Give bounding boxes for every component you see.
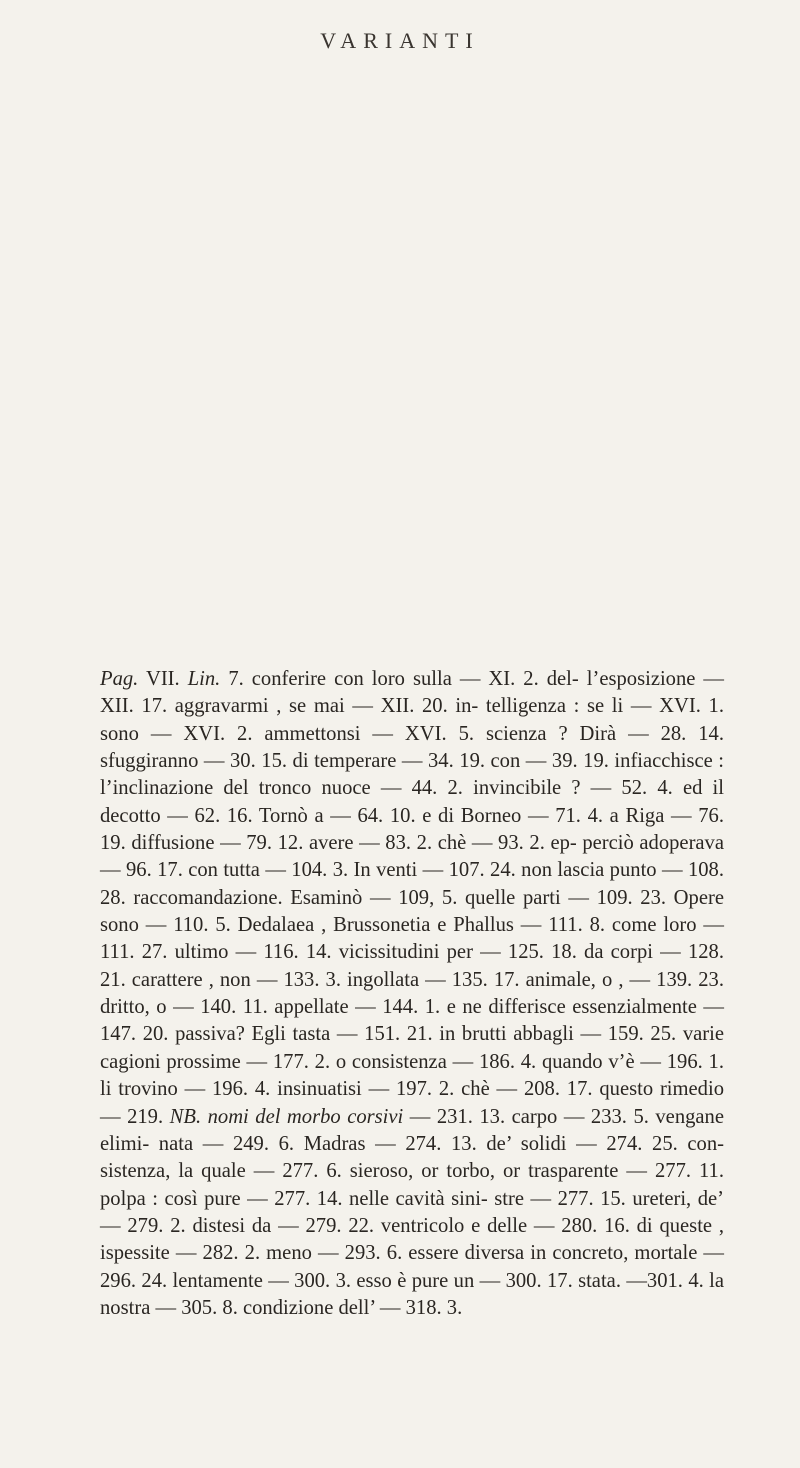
nb-label: NB. (169, 1105, 202, 1128)
page-number: VII. (145, 668, 180, 690)
line-label: Lin. (187, 668, 221, 690)
variants-paragraph (100, 666, 724, 1322)
page-label: Pag. (100, 668, 139, 690)
variants-text-part-1: 7. conferire con loro sulla — XI. 2. del- l’esposizione — XII. 17. aggravarmi , se mai — XII. 20. in- telligenza : se li — XVI. 1. sono — XVI. 2. ammettonsi — XVI. 5. scienza ? Dirà — 28. 14. sfuggiranno — 30. 15. di temperare — 34. 19. con — 39. 19. infiacchisce : l’inclinazione del tronco nuoce — 44. 2. invincibile ? — 52. 4. ed il decotto — 62. 16. Tornò a — 64. 10. e di Borneo — 71. 4. a Riga — 76. 19. diffusione — 79. 12. avere — 83. 2. chè — 93. 2. ep- perciò adoperava — 96. 17. con tutta — 104. 3. In venti — 107. 24. non lascia punto — 108. 28. raccomandazione. Esaminò — 109, 5. quelle parti — 109. 23. Opere sono — 110. 5. Dedalaea , Brussonetia e Phallus — 111. 8. come loro — 111. 27. ultimo — 116. 14. vicissitudini per — 125. 18. da corpi — 128. 21. carattere , non — 133. 3. ingollata — 135. 17. animale, o , — 139. 23. dritto, o — 140. 11. appellate — 144. 1. e ne differisce essenzialmente — 147. 20. passiva? Egli tasta — 151. 21. in brutti abbagli — 159. 25. varie cagioni prossime — 177. 2. o consistenza — 186. 4. quando v’è — 196. 1. li trovino — 196. 4. insinuatisi — 197. 2. chè — 208. 17. questo rimedio — 219. (100, 668, 724, 1128)
nb-italic-note: nomi del morbo corsivi (207, 1105, 404, 1128)
page-heading: VARIANTI (320, 28, 480, 53)
variants-text-part-2: — 231. 13. carpo — 233. 5. vengane elimi- nata — 249. 6. Madras — 274. 13. de’ solidi — 274. 25. con- sistenza, la quale — 277. 6. sieroso, or torbo, or trasparente — 277. 11. polpa : così pure — 277. 14. nelle cavità sini- stre — 277. 15. ureteri, de’ — 279. 2. distesi da — 279. 22. ventricolo e delle — 280. 16. di queste , ispessite — 282. 2. meno — 293. 6. essere diversa in concreto, mortale — 296. 24. lentamente — 300. 3. esso è pure un — 300. 17. stata. —301. 4. la nostra — 305. 8. condizione dell’ — 318. 3. (100, 1105, 724, 1319)
